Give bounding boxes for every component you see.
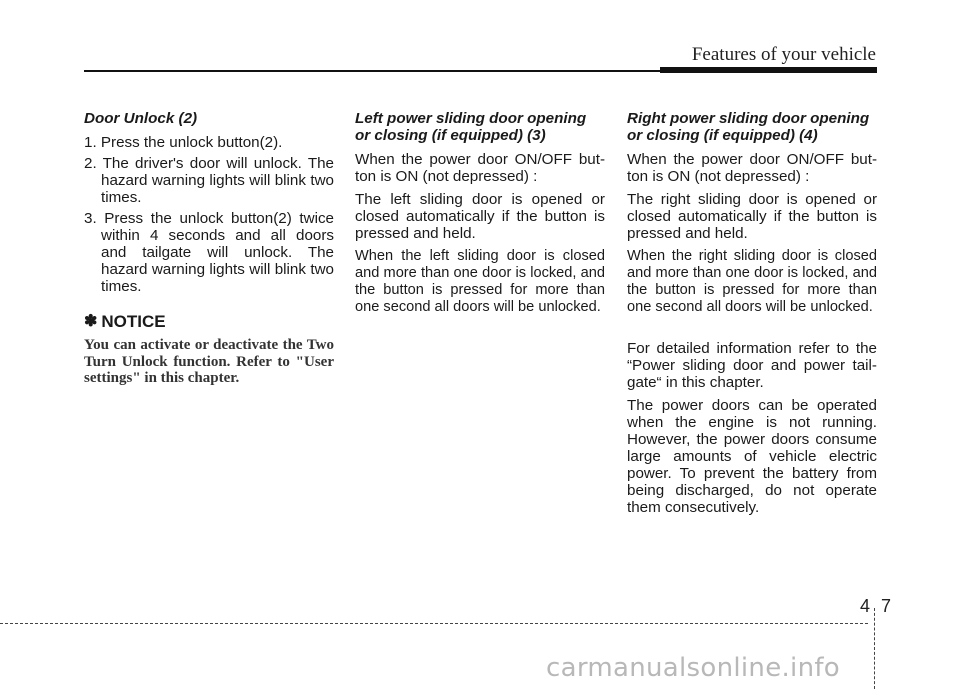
header-title: Features of your vehicle — [691, 44, 876, 65]
unlock-steps-list — [84, 134, 334, 295]
heading-line-1: Right power sliding door opening — [627, 110, 870, 127]
step-2: 2. The driver's door will unlock. The hazard warning lights will blink two times. — [84, 155, 334, 206]
right-sliding-door-heading — [627, 110, 877, 144]
header-rule — [84, 70, 660, 72]
column-middle — [355, 110, 605, 322]
paragraph: When the left sliding door is closed and more than one door is locked, and the button is pressed for more than one second all doors will be unlocked. — [355, 248, 605, 315]
column-right — [627, 110, 877, 522]
step-1: 1. Press the unlock button(2). — [84, 134, 283, 151]
paragraph: For detailed information refer to the “Power sliding door and power tail-gate“ in this chapter. — [627, 340, 877, 391]
heading-line-2: or closing (if equipped) (4) — [627, 127, 818, 144]
step-3: 3. Press the unlock button(2) twice within 4 seconds and all doors and tailgate will unlock. The hazard warning lights will blink two times. — [84, 210, 334, 295]
paragraph: When the right sliding door is closed and more than one door is locked, and the button is pressed for more than one second all doors will be unlocked. — [627, 248, 877, 315]
paragraph: When the power door ON/OFF but-ton is ON (not depressed) : — [627, 151, 877, 185]
paragraph: The right sliding door is opened or closed automatically if the button is pressed and held. — [627, 191, 877, 242]
door-unlock-heading: Door Unlock (2) — [84, 110, 198, 127]
notice-asterisk-icon: ✽ — [84, 313, 98, 330]
footer-dashed-rule — [0, 623, 868, 624]
chapter-number: 4 — [860, 596, 871, 616]
notice-body: You can activate or deactivate the Two Turn Unlock function. Refer to "User settings" in this chapter. — [84, 337, 334, 386]
notice-label: NOTICE — [101, 312, 166, 331]
heading-line-1: Left power sliding door opening — [355, 110, 587, 127]
footer-vertical-dashed-rule — [874, 608, 875, 689]
paragraph: When the power door ON/OFF but-ton is ON (not depressed) : — [355, 151, 605, 185]
header-rule-accent — [660, 67, 877, 73]
paragraph: The left sliding door is opened or closed automatically if the button is pressed and held. — [355, 191, 605, 242]
heading-line-2: or closing (if equipped) (3) — [355, 127, 546, 144]
notice-title — [84, 313, 334, 330]
column-left — [84, 110, 334, 387]
spacer — [627, 322, 877, 340]
watermark: carmanualsonline.info — [546, 653, 841, 683]
page-number: 7 — [881, 596, 892, 616]
left-sliding-door-heading — [355, 110, 605, 144]
paragraph: The power doors can be operated when the engine is not running. However, the power doors consume large amounts of vehicle electric power. To prevent the battery from being discharged, do not operate them consecutively. — [627, 397, 877, 516]
